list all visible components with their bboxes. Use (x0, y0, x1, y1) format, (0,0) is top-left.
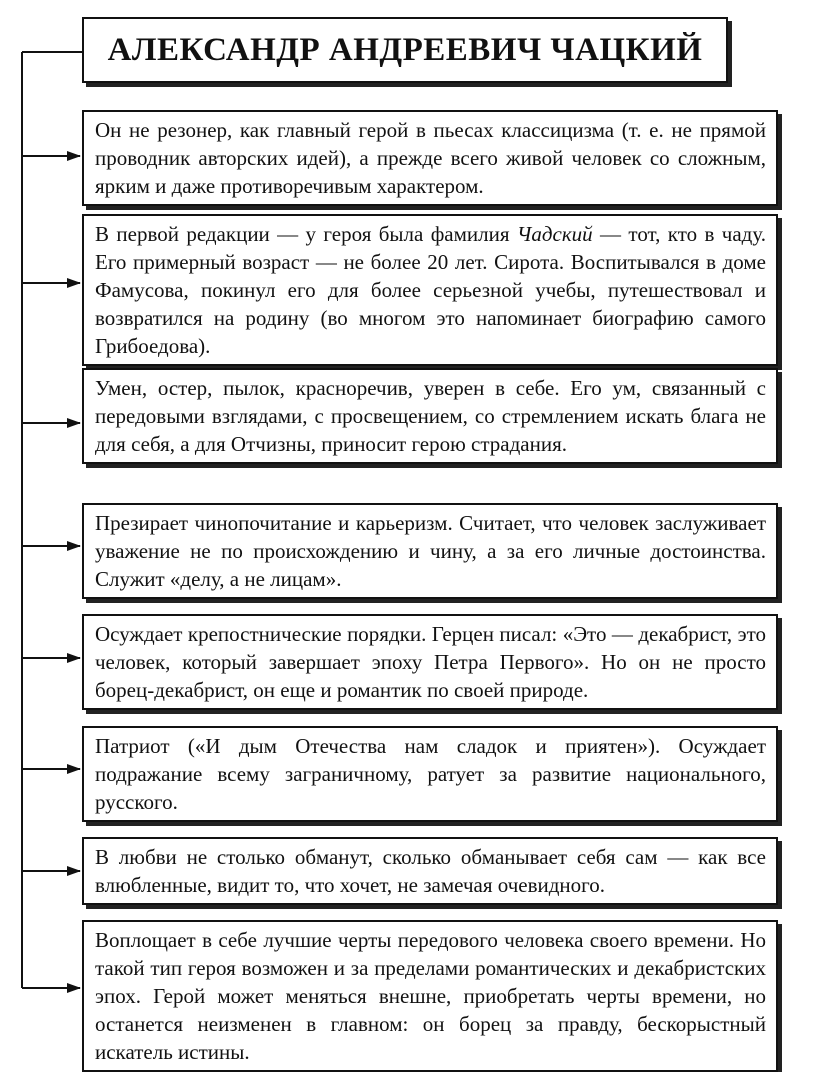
trait-box-4 (82, 503, 778, 599)
trait-box-6 (82, 726, 778, 822)
trait-box-2 (82, 214, 778, 366)
title-box (82, 17, 728, 83)
trait-text-7: В любви не столько обманут, сколько обманывает себя сам — как все влюбленные, видит то, что хочет, не замечая очевидного. (95, 845, 766, 897)
trait-box-8 (82, 920, 778, 1072)
trait-box-3 (82, 368, 778, 464)
diagram-title: АЛЕКСАНДР АНДРЕЕВИЧ ЧАЦКИЙ (107, 31, 703, 68)
trait-text-1: Он не резонер, как главный герой в пьесах классицизма (т. е. не прямой проводник авторских идей), а прежде всего живой человек со сложным, ярким и даже противоречивым характером. (95, 118, 766, 198)
trait-text-2: В первой редакции — у героя была фамилия Чадский — тот, кто в чаду. Его примерный возраст — не более 20 лет. Сирота. Воспитывался в доме Фамусова, покинул его для более серьезной учебы, путешествовал и возвратился на родину (во многом это напоминает биографию самого Грибоедова). (95, 222, 766, 358)
trait-text-3: Умен, остер, пылок, красноречив, уверен в себе. Его ум, связанный с передовыми взглядами, с просвещением, со стремлением искать блага не для себя, а для Отчизны, приносит герою страдания. (95, 376, 766, 456)
trait-text-4: Презирает чинопочитание и карьеризм. Считает, что человек заслуживает уважение не по происхождению и чину, а за его личные достоинства. Служит «делу, а не лицам». (95, 511, 766, 591)
trait-text-6: Патриот («И дым Отечества нам сладок и приятен»). Осуждает подражание всему заграничному, ратует за развитие национального, русского. (95, 734, 766, 814)
trait-text-5: Осуждает крепостнические порядки. Герцен писал: «Это — декабрист, это человек, который завершает эпоху Петра Первого». Но он не просто борец-декабрист, он еще и романтик по своей природе. (95, 622, 766, 702)
trait-box-5 (82, 614, 778, 710)
trait-text-8: Воплощает в себе лучшие черты передового человека своего времени. Но такой тип героя возможен и за пределами романтических и декабристских эпох. Герой может меняться внешне, приобретать черты времени, но останется неизменен в главном: он борец за правду, бескорыстный искатель истины. (95, 928, 766, 1064)
trait-box-1 (82, 110, 778, 206)
trait-box-7 (82, 837, 778, 905)
